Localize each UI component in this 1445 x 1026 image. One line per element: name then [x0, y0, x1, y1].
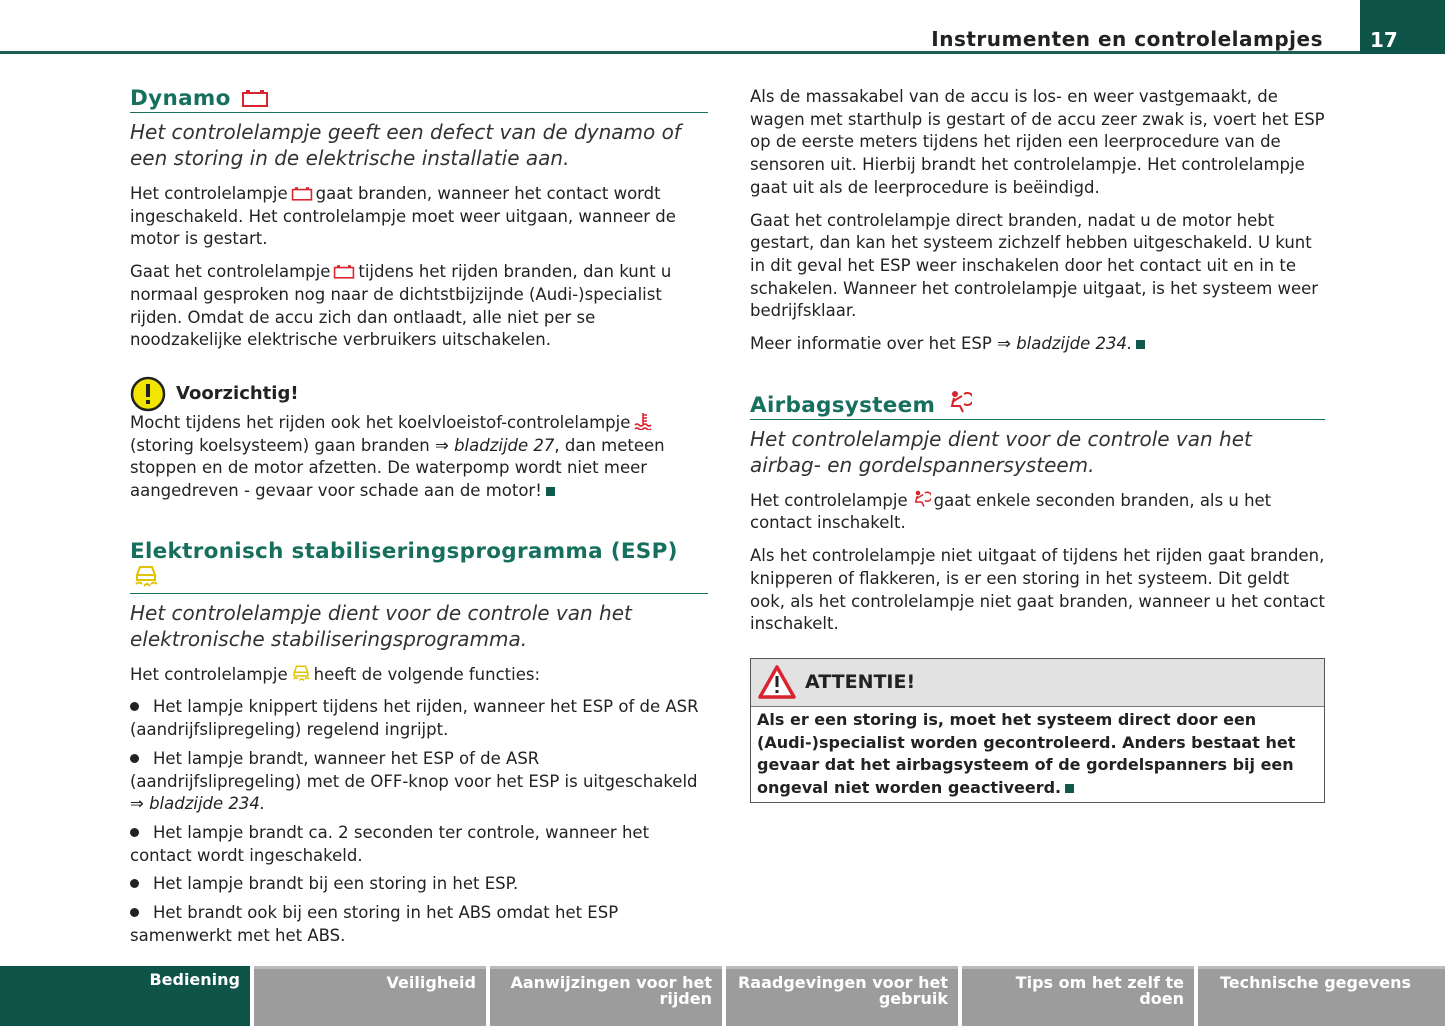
text: heeft de volgende functies: [313, 664, 541, 684]
chapter-tabs [0, 966, 1445, 1026]
text: Het lampje brandt bij een storing in het ESP. [153, 874, 519, 894]
text: Gaat het controlelampje [130, 262, 331, 282]
page-number: 17 [1360, 0, 1445, 54]
heading-text: Airbagsysteem [750, 392, 936, 418]
airbag-icon [946, 390, 972, 414]
bullet-item [130, 902, 708, 947]
bullet-icon [130, 879, 139, 888]
text: gaat branden, wanneer het contact wordt ingeschakeld. Het controlelampje moet weer uitgaan, wanneer de motor is gestart. [130, 184, 676, 249]
text: Het lampje brandt ca. 2 seconden ter controle, wanneer het contact wordt ingeschakeld. [130, 822, 650, 865]
section-heading-esp [130, 539, 708, 594]
warning-box [750, 658, 1325, 803]
bullet-icon [130, 908, 139, 917]
tab-aanwijzingen[interactable]: Aanwijzingen voor het rijden [490, 966, 722, 1026]
text: (storing koelsysteem) gaan branden ⇒ [130, 435, 449, 455]
header-rule [0, 51, 1360, 54]
tab-tips[interactable]: Tips om het zelf te doen [962, 966, 1194, 1026]
page-reference-link[interactable]: bladzijde 27 [454, 435, 555, 455]
tab-veiligheid[interactable]: Veiligheid [254, 966, 486, 1026]
page-reference-link[interactable]: ⇒ bladzijde 234. [130, 794, 266, 814]
warning-header [751, 659, 1324, 707]
caution-title: Voorzichtig! [176, 383, 299, 405]
battery-icon [333, 264, 355, 279]
paragraph [750, 333, 1325, 356]
lead-text: Het controlelampje geeft een defect van de dynamo of een storing in de elektrische installatie aan. [130, 120, 681, 170]
tab-raadgevingen[interactable]: Raadgevingen voor het gebruik [726, 966, 958, 1026]
bullet-item [130, 873, 708, 896]
text: , dan meteen stoppen en de motor afzetten. De waterpomp wordt niet meer aangedreven - gevaar voor schade aan de motor! [130, 435, 665, 501]
heading-text: Elektronisch stabiliseringsprogramma (ESP) [130, 538, 678, 564]
paragraph [130, 183, 708, 251]
text: Mocht tijdens het rijden ook het koelvloeistof-controlelampje [130, 412, 631, 432]
text: Het controlelampje [130, 184, 288, 203]
paragraph: Als de massakabel van de accu is los- en weer vastgemaakt, de wagen met starthulp is gestart of de accu zeer zwak is, voert het ESP op de eerste meters tijdens het rijden een leerprocedure van de sensoren uit. Hierbij brandt het controlelampje. Het controlelampje gaat uit als de leerprocedure is beëindigd. [750, 87, 1325, 197]
text: tijdens het rijden branden, dan kunt u normaal gesproken nog naar de dichtstbijzijnde (Audi-)specialist rijden. Omdat de accu zich dan ontlaadt, alle niet per se noodzakelijke elektrische verbruikers uitschakelen. [130, 262, 672, 350]
paragraph [130, 664, 708, 687]
paragraph [130, 261, 708, 352]
text: Het controlelampje [750, 490, 908, 510]
caution-icon [130, 376, 166, 412]
end-mark [1136, 340, 1145, 349]
caution-heading [130, 376, 708, 412]
running-header: Instrumenten en controlelampjes [931, 27, 1323, 51]
text: Het lampje brandt, wanneer het ESP of de ASR (aandrijfslipregeling) met de OFF-knop voor het ESP is uitgeschakeld [130, 748, 698, 791]
tab-bediening[interactable]: Bediening [0, 966, 250, 1026]
tab-technische-gegevens[interactable]: Technische gegevens [1198, 966, 1445, 1026]
lead-text: Het controlelampje dient voor de controle van het elektronische stabiliseringsprogramma. [130, 600, 632, 651]
text: gaat enkele seconden branden, als u het contact inschakelt. [750, 490, 1272, 533]
bullet-item [130, 822, 708, 867]
end-mark [546, 487, 555, 496]
airbag-icon [911, 490, 931, 508]
text: Als er een storing is, moet het systeem direct door een (Audi-)specialist worden gecontroleerd. Anders bestaat het gevaar dat het airbagsysteem of de gordelspanners bij een ongeval niet worden geactiveerd. [757, 709, 1296, 798]
bullet-icon [130, 754, 139, 763]
lead-text: Het controlelampje dient voor de controle van het airbag- en gordelspannersysteem. [750, 426, 1252, 477]
bullet-icon [130, 828, 139, 837]
text: Het lampje knippert tijdens het rijden, wanneer het ESP of de ASR (aandrijfslipregeling) regelend ingrijpt. [130, 697, 699, 740]
caution-text [130, 412, 708, 503]
esp-icon [133, 564, 159, 588]
section-heading-dynamo [130, 86, 708, 113]
warning-title: ATTENTIE! [805, 671, 916, 694]
coolant-icon [633, 412, 653, 430]
left-column [130, 86, 708, 953]
battery-icon [291, 186, 313, 201]
section-heading-airbag [750, 390, 1325, 420]
text: Het controlelampje [130, 664, 288, 684]
warning-triangle-icon [757, 664, 797, 700]
bullet-icon [130, 702, 139, 711]
paragraph [750, 490, 1325, 535]
paragraph: Als het controlelampje niet uitgaat of tijdens het rijden gaat branden, knipperen of flakkeren, is er een storing in het systeem. Dit geldt ook, als het controlelampje niet gaat branden, wanneer u het contact inschakelt. [750, 546, 1326, 634]
text: Het brandt ook bij een storing in het ABS omdat het ESP samenwerkt met het ABS. [130, 903, 619, 945]
right-column [750, 86, 1325, 803]
heading-text: Dynamo [130, 86, 231, 111]
paragraph: Gaat het controlelampje direct branden, nadat u de motor hebt gestart, dan kan het systeem zichzelf hebben uitgeschakeld. U kunt in dit geval het ESP weer inschakelen door het contact uit en in te schakelen. Wanneer het controlelampje uitgaat, is het systeem weer bedrijfsklaar. [750, 210, 1319, 321]
warning-text [751, 707, 1324, 802]
text: Meer informatie over het ESP ⇒ [750, 334, 1011, 354]
esp-icon [291, 664, 311, 682]
battery-icon [241, 89, 269, 107]
bullet-item [130, 748, 708, 816]
end-mark [1065, 784, 1074, 793]
bullet-item [130, 696, 708, 741]
page-reference-link[interactable]: bladzijde 234. [1016, 334, 1133, 354]
